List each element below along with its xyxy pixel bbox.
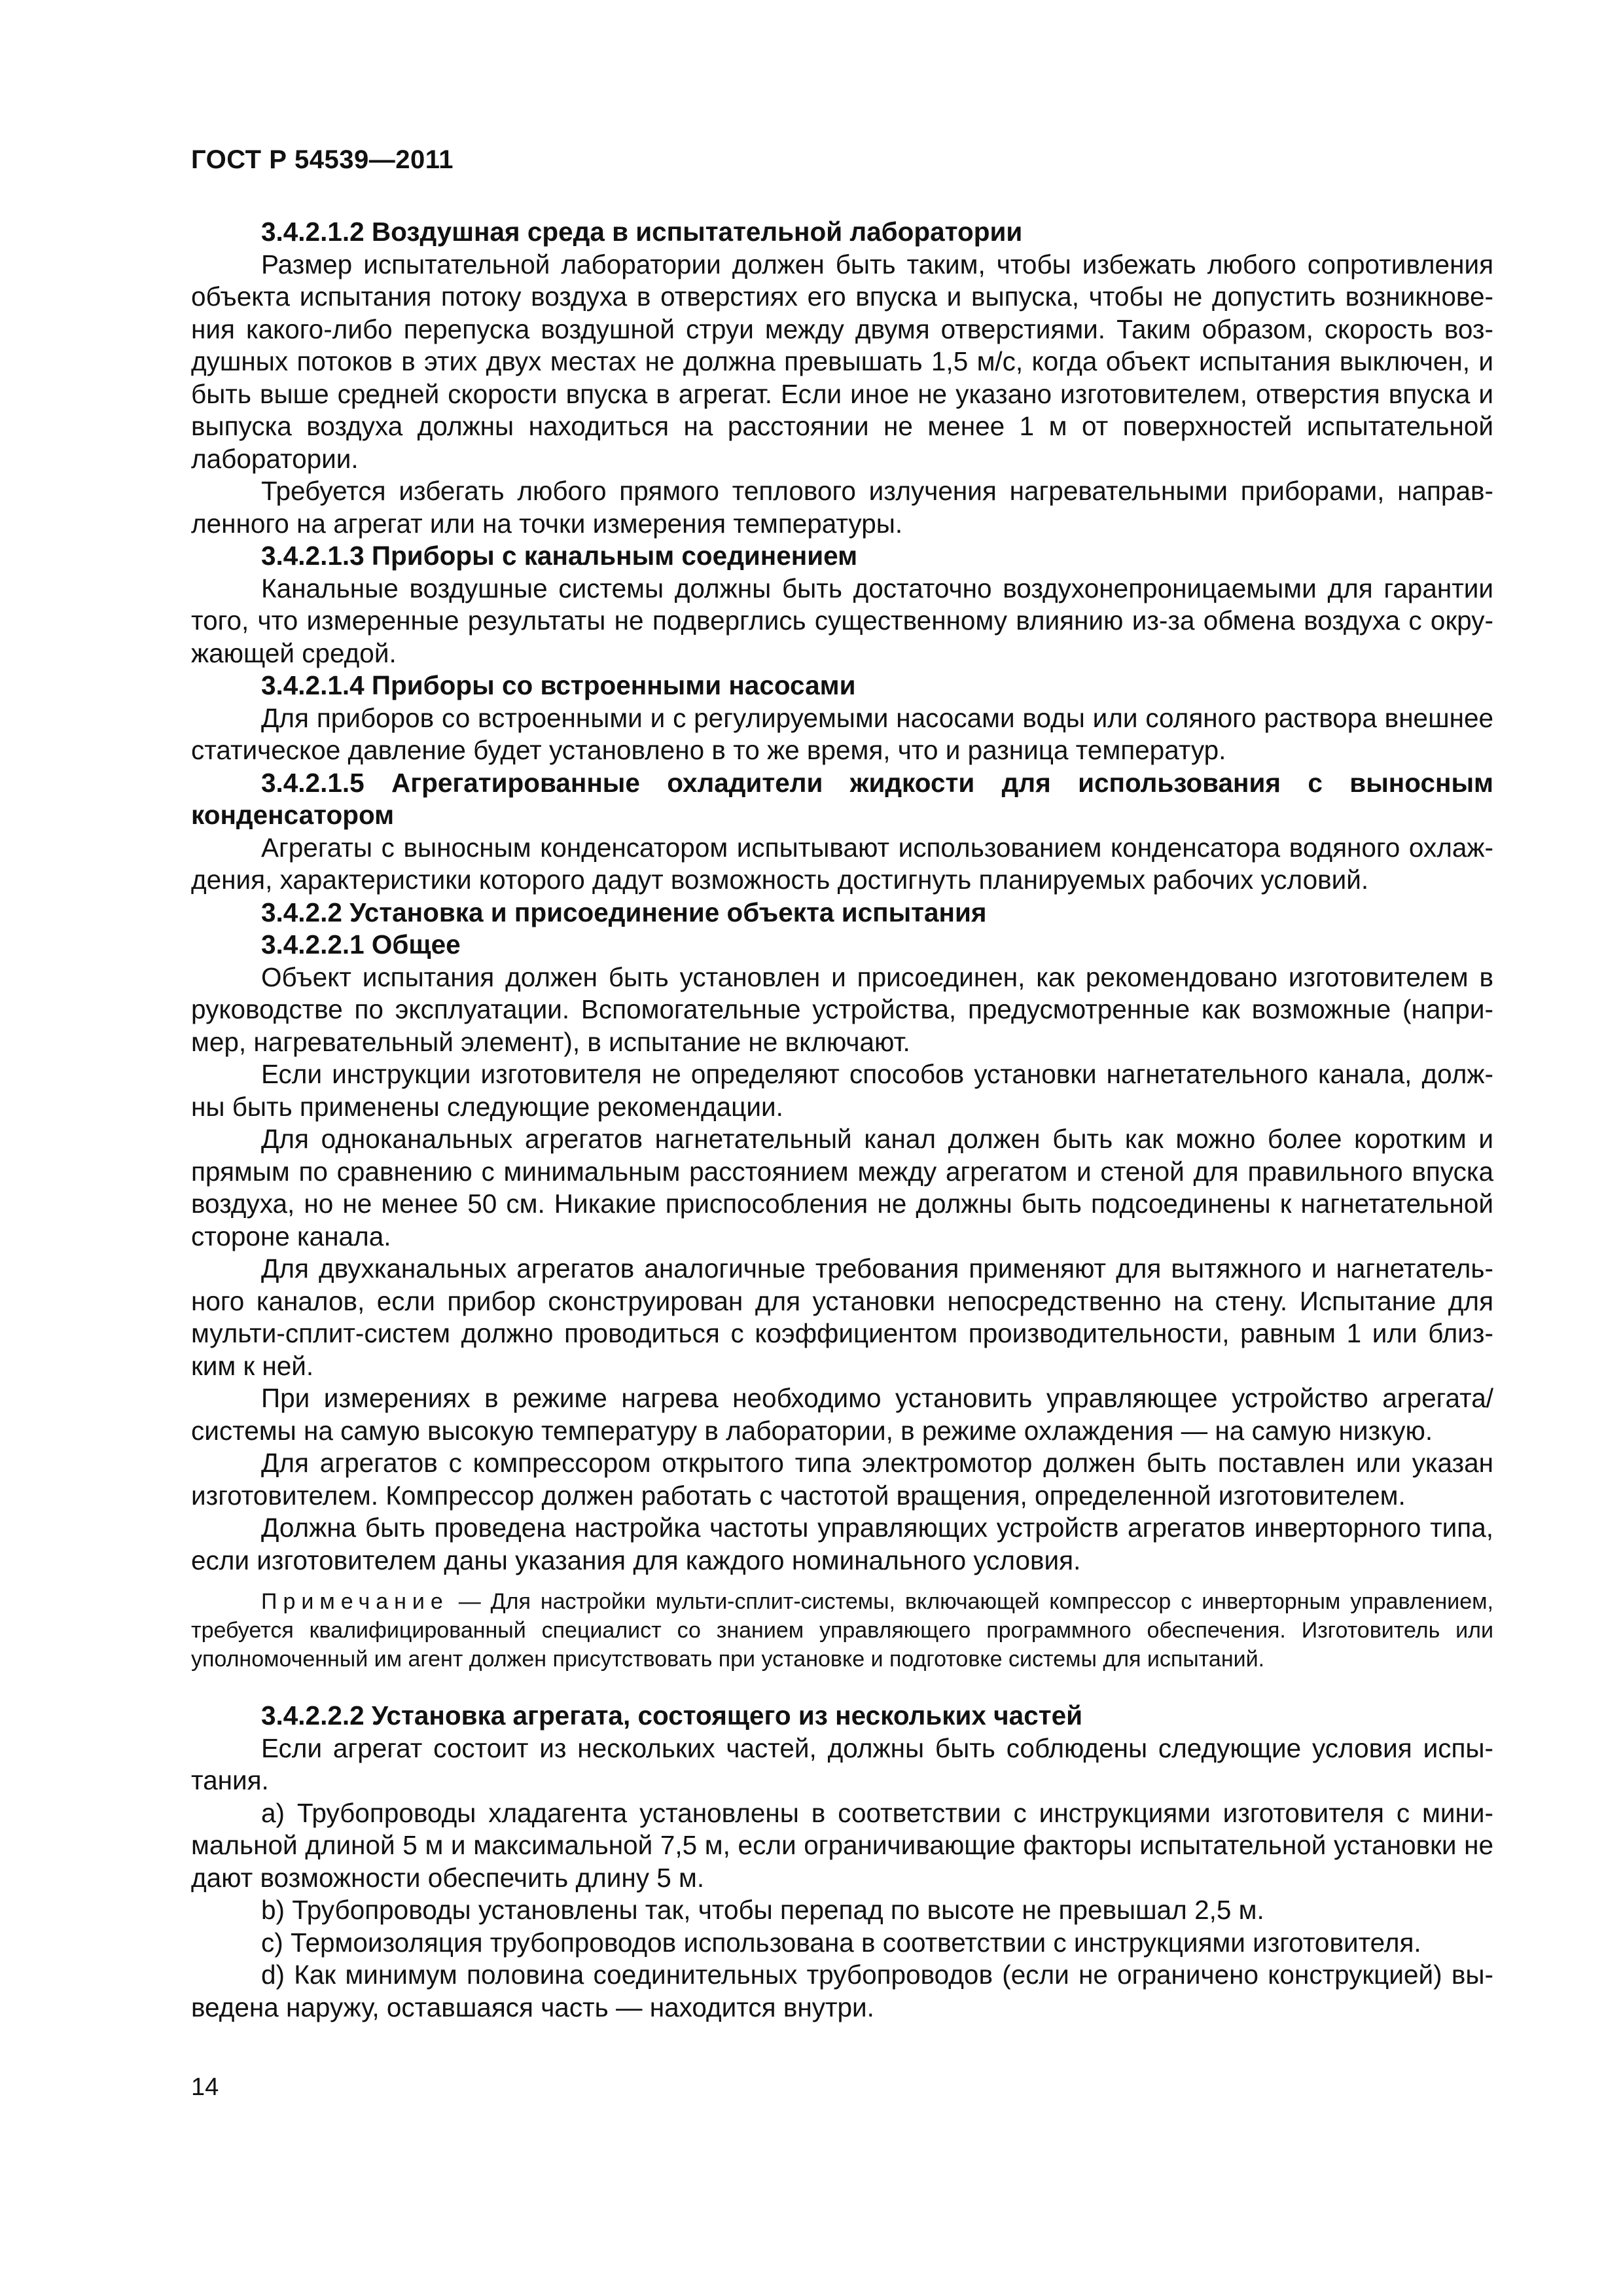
paragraph: Если агрегат состоит из нескольких частей, должны быть соблюдены следующие условия испытания. (191, 1732, 1493, 1795)
note-paragraph (191, 1587, 1493, 1674)
paragraph: Должна быть проведена настройка частоты управляющих устройств агрегатов инверторного типа, если изготовителем даны указания для каждого номинального условия. (191, 1513, 1493, 1575)
document-body (191, 216, 1493, 2024)
paragraph: Канальные воздушные системы должны быть достаточно воздухонепроницаемыми для гарантии того, что измеренные результаты не подверглись существенному влиянию из-за обмена воздуха с окружающей средой. (191, 573, 1493, 668)
paragraph: Для двухканальных агрегатов аналогичные требования применяют для вытяжного и нагнетательного каналов, если прибор сконструирован для установки непосредственно на стену. Испытание для мульти-сплит-систем должно проводиться с коэффициентом производительности, равным 1 или близким к ней. (191, 1253, 1493, 1381)
section-heading: 3.4.2.1.5 Агрегатированные охладители жидкости для использования с выносным конденсатором (191, 767, 1493, 830)
section-heading: 3.4.2.2.2 Установка агрегата, состоящего из нескольких частей (261, 1700, 1082, 1731)
paragraph: Размер испытательной лаборатории должен быть таким, чтобы избежать любого сопротивления объекта испытания потоку воздуха в отверстиях его впуска и выпуска, чтобы не допустить возникновения какого-либо перепуска воздушной струи между двумя отверстиями. Таким образом, скорость воздушных потоков в этих двух местах не должна превышать 1,5 м/с, когда объект испытания выключен, и быть выше средней скорости впуска в агрегат. Если иное не указано изготовителем, отверстия впуска и выпуска воздуха должны находиться на расстоянии не менее 1 м от поверхностей испытательной лаборатории. (191, 249, 1493, 474)
paragraph: Агрегаты с выносным конденсатором испытывают использованием конденсатора водяного охлаждения, характеристики которого дадут возможность достигнуть планируемых рабочих условий. (191, 832, 1493, 895)
paragraph: При измерениях в режиме нагрева необходимо установить управляющее устройство агрегата/ системы на самую высокую температуру в лаборатории, в режиме охлаждения — на самую низкую. (191, 1383, 1493, 1446)
section-heading: 3.4.2.2.1 Общее (261, 929, 461, 960)
paragraph: Если инструкции изготовителя не определяют способов установки нагнетательного канала, должны быть применены следующие рекомендации. (191, 1059, 1493, 1122)
list-item: d) Как минимум половина соединительных трубопроводов (если не ограничено конструкцией) выведена наружу, оставшаяся часть — находится внутри. (191, 1960, 1493, 2022)
document-code-header: ГОСТ Р 54539—2011 (191, 145, 454, 174)
paragraph: Для одноканальных агрегатов нагнетательный канал должен быть как можно более коротким и прямым по сравнению с минимальным расстоянием между агрегатом и стеной для правильного впуска воздуха, но не менее 50 см. Никакие приспособления не должны быть подсоединены к нагнетательной стороне канала. (191, 1124, 1493, 1251)
paragraph: Объект испытания должен быть установлен и присоединен, как рекомендовано изготовителем в руководстве по эксплуатации. Вспомогательные устройства, предусмотренные как возможные (например, нагревательный элемент), в испытание не включают. (191, 961, 1493, 1057)
section-heading: 3.4.2.1.2 Воздушная среда в испытательной лаборатории (261, 217, 1023, 247)
paragraph: Для агрегатов с компрессором открытого типа электромотор должен быть поставлен или указан изготовителем. Компрессор должен работать с частотой вращения, определенной изготовителем. (191, 1448, 1493, 1511)
section-heading: 3.4.2.2 Установка и присоединение объекта испытания (261, 897, 987, 927)
paragraph: Для приборов со встроенными и с регулируемыми насосами воды или соляного раствора внешнее статическое давление будет установлено в то же время, что и разница температур. (191, 702, 1493, 765)
section-heading: 3.4.2.1.4 Приборы со встроенными насосами (261, 670, 856, 700)
section-heading: 3.4.2.1.3 Приборы с канальным соединением (261, 541, 858, 571)
list-item: а) Трубопроводы хладагента установлены в соответствии с инструкциями изготовителя с минимальной длиной 5 м и максимальной 7,5 м, если ограничивающие факторы испытательной установки не дают возможности обеспечить длину 5 м. (191, 1797, 1493, 1893)
list-item: b) Трубопроводы установлены так, чтобы перепад по высоте не превышал 2,5 м. (261, 1895, 1264, 1925)
paragraph: Требуется избегать любого прямого теплового излучения нагревательными приборами, направленного на агрегат или на точки измерения температуры. (191, 476, 1493, 539)
list-item: с) Термоизоляция трубопроводов использована в соответствии с инструкциями изготовителя. (261, 1927, 1421, 1958)
note-text: — Для настройки мульти-сплит-системы, включающей компрессор с инверторным управлением, требуется квалифицированный специалист со знанием управляющего программного обеспечения. Изготовитель или уполномоченный им агент должен присутствовать при установке и подготовке системы для испытаний. (191, 1589, 1493, 1672)
note-label: Примечание (261, 1589, 449, 1614)
page-number: 14 (191, 2073, 219, 2101)
